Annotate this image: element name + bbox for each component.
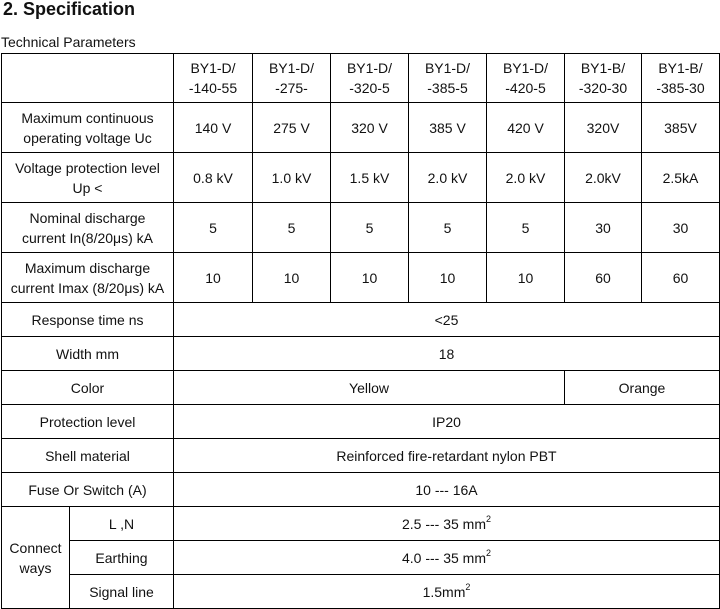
- value-cell: [174, 575, 720, 609]
- section-title: 2. Specification: [3, 0, 136, 19]
- value-text: 2.5 --- 35 mm: [401, 515, 486, 532]
- row-label-line-1: Maximum continuous: [21, 109, 154, 126]
- value-cell: 60: [642, 253, 720, 303]
- value-cell: 30: [642, 203, 720, 253]
- specification-table: [1, 53, 720, 609]
- model-header: [487, 54, 565, 103]
- sub-label: Signal line: [70, 575, 174, 609]
- value-cell: 275 V: [253, 103, 331, 153]
- model-line-1: BY1-D/: [346, 60, 393, 76]
- value-cell: Yellow: [174, 371, 565, 405]
- value-cell: Reinforced fire-retardant nylon PBT: [174, 439, 720, 473]
- model-line-2: -140-55: [188, 80, 238, 96]
- model-line-1: BY1-D/: [268, 60, 315, 76]
- superscript: 2: [486, 513, 492, 524]
- value-cell: 10: [331, 253, 409, 303]
- connect-line-2: ways: [19, 559, 52, 576]
- row-label: Shell material: [2, 439, 174, 473]
- model-line-1: BY1-B/: [658, 60, 703, 76]
- row-label-line-2: Up <: [72, 179, 103, 196]
- value-cell: 5: [409, 203, 487, 253]
- value-cell: 320V: [565, 103, 642, 153]
- value-cell: 10 --- 16A: [174, 473, 720, 507]
- value-cell: [174, 507, 720, 541]
- value-cell: 5: [174, 203, 253, 253]
- model-line-1: BY1-D/: [502, 60, 549, 76]
- row-label: [2, 203, 174, 253]
- model-header: [174, 54, 253, 103]
- connect-ways-label: [2, 507, 70, 609]
- model-header: [409, 54, 487, 103]
- value-cell: 1.0 kV: [253, 153, 331, 203]
- value-cell: [174, 541, 720, 575]
- superscript: 2: [465, 581, 471, 592]
- response-time-row: [2, 303, 720, 337]
- value-cell: 5: [253, 203, 331, 253]
- value-cell: 140 V: [174, 103, 253, 153]
- corner-cell: [2, 54, 174, 103]
- table-caption: Technical Parameters: [1, 34, 136, 50]
- row-label-line-1: Nominal discharge: [29, 209, 146, 226]
- width-row: [2, 337, 720, 371]
- value-cell: <25: [174, 303, 720, 337]
- sub-label: Earthing: [70, 541, 174, 575]
- max-voltage-row: [2, 103, 720, 153]
- value-cell: 2.0 kV: [487, 153, 565, 203]
- row-label: Color: [2, 371, 174, 405]
- value-cell: 60: [565, 253, 642, 303]
- model-header: [253, 54, 331, 103]
- connect-ln-row: [2, 507, 720, 541]
- model-header: [331, 54, 409, 103]
- value-cell: Orange: [565, 371, 720, 405]
- model-line-2: -320-5: [349, 80, 390, 96]
- row-label-line-2: operating voltage Uc: [23, 129, 152, 146]
- value-cell: 2.0 kV: [409, 153, 487, 203]
- row-label: [2, 103, 174, 153]
- model-line-2: -275-: [275, 80, 308, 96]
- value-cell: 2.5kA: [642, 153, 720, 203]
- model-line-2: -385-30: [656, 80, 705, 96]
- connect-signal-row: [2, 575, 720, 609]
- connect-line-1: Connect: [9, 539, 62, 556]
- value-cell: 320 V: [331, 103, 409, 153]
- sub-label: L ,N: [70, 507, 174, 541]
- value-cell: 10: [409, 253, 487, 303]
- value-text: 1.5mm: [422, 583, 466, 600]
- model-line-2: -420-5: [505, 80, 546, 96]
- value-cell: 10: [253, 253, 331, 303]
- protection-class-row: [2, 405, 720, 439]
- value-cell: 1.5 kV: [331, 153, 409, 203]
- color-row: [2, 371, 720, 405]
- model-line-2: -320-30: [578, 80, 628, 96]
- superscript: 2: [486, 547, 492, 558]
- model-header: [642, 54, 720, 103]
- value-cell: 5: [331, 203, 409, 253]
- value-cell: 10: [487, 253, 565, 303]
- value-cell: IP20: [174, 405, 720, 439]
- value-cell: 30: [565, 203, 642, 253]
- nominal-discharge-row: [2, 203, 720, 253]
- model-line-1: BY1-B/: [580, 60, 626, 76]
- row-label-line-2: current In(8/20μs) kA: [21, 229, 153, 246]
- row-label: Protection level: [2, 405, 174, 439]
- value-cell: 385V: [642, 103, 720, 153]
- model-line-1: BY1-D/: [424, 60, 471, 76]
- value-cell: 18: [174, 337, 720, 371]
- shell-material-row: [2, 439, 720, 473]
- model-header-row: [2, 54, 720, 103]
- model-line-1: BY1-D/: [190, 60, 236, 76]
- value-cell: 5: [487, 203, 565, 253]
- row-label: Width mm: [2, 337, 174, 371]
- protection-level-row: [2, 153, 720, 203]
- row-label-line-1: Voltage protection level: [15, 159, 160, 176]
- model-header: [565, 54, 642, 103]
- connect-earthing-row: [2, 541, 720, 575]
- row-label: Fuse Or Switch (A): [2, 473, 174, 507]
- row-label: Response time ns: [2, 303, 174, 337]
- value-cell: 420 V: [487, 103, 565, 153]
- fuse-row: [2, 473, 720, 507]
- value-text: 4.0 --- 35 mm: [401, 549, 486, 566]
- value-cell: 2.0kV: [565, 153, 642, 203]
- row-label: [2, 153, 174, 203]
- row-label-line-2: current Imax (8/20μs) kA: [10, 279, 165, 296]
- row-label-line-1: Maximum discharge: [24, 259, 151, 276]
- value-cell: 0.8 kV: [174, 153, 253, 203]
- value-cell: 385 V: [409, 103, 487, 153]
- model-line-2: -385-5: [427, 80, 468, 96]
- row-label: [2, 253, 174, 303]
- max-discharge-row: [2, 253, 720, 303]
- value-cell: 10: [174, 253, 253, 303]
